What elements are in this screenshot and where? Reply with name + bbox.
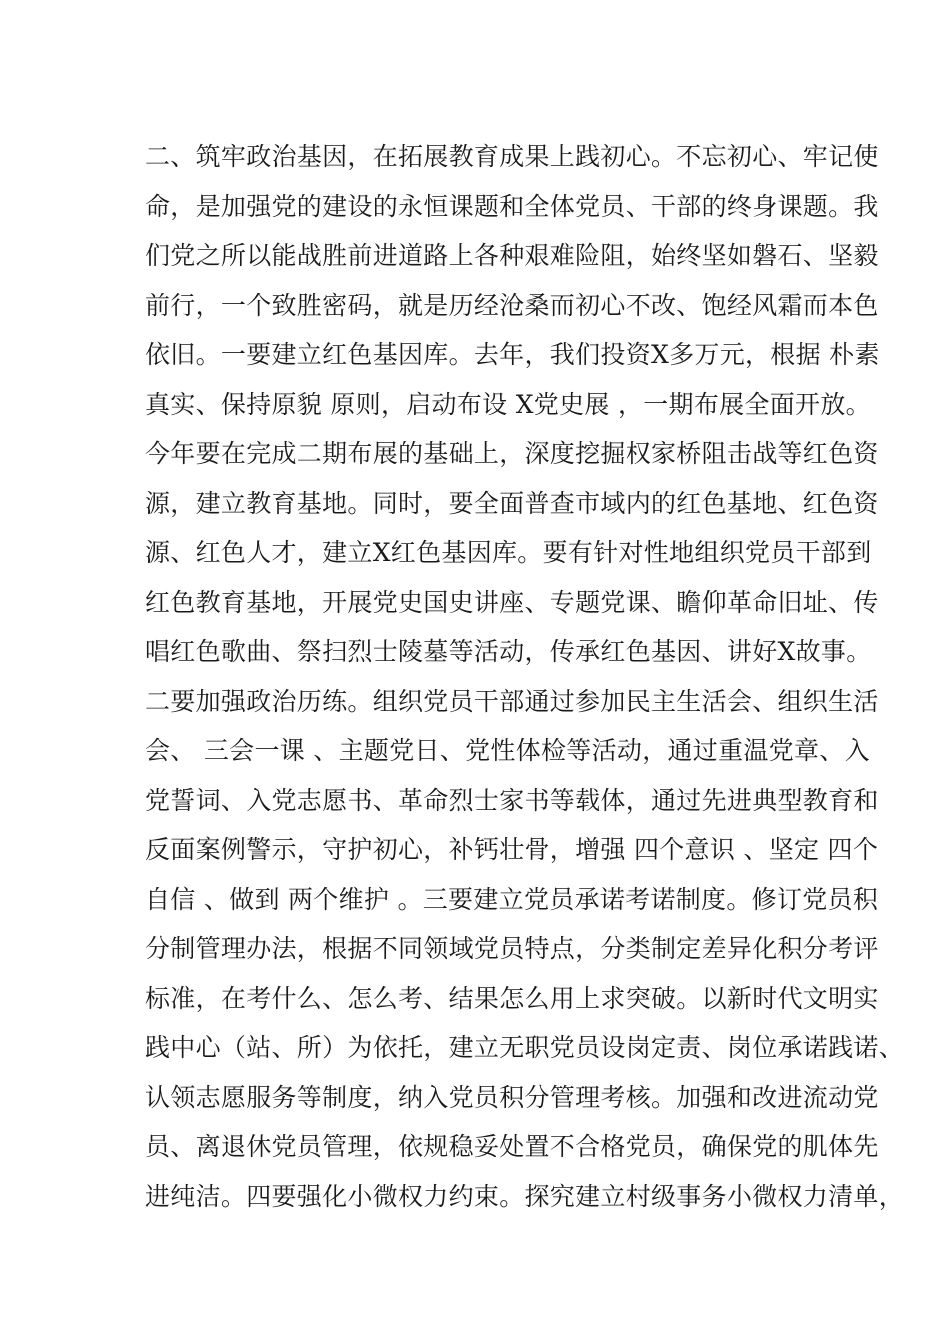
text-line-11: 唱红色歌曲、祭扫烈士陵墓等活动，传承红色基因、讲好X故事。 [145,637,872,666]
text-line-22: 进纯洁。四要强化小微权力约束。探究建立村级事务小微权力清单， [145,1181,905,1211]
text-line-13: 会、 三会一课 、主题党日、党性体检等活动，通过重温党章、入 [145,736,870,765]
text-line-2: 命，是加强党的建设的永恒课题和全体党员、干部的终身课题。我 [145,191,879,221]
text-line-17: 分制管理办法，根据不同领域党员特点，分类制定差异化积分考评 [145,934,879,963]
text-line-20: 认领志愿服务等制度，纳入党员积分管理考核。加强和改进流动党 [145,1082,879,1112]
text-line-8: 源，建立教育基地。同时，要全面普查市域内的红色基地、红色资 [145,488,879,518]
text-line-4: 前行，一个致胜密码，就是历经沧桑而初心不改、饱经风霜而本色 [145,290,879,320]
text-line-15: 反面案例警示，守护初心，补钙壮骨，增强 四个意识 、坚定 四个 [145,835,879,864]
text-line-19: 践中心（站、所）为依托，建立无职党员设岗定责、岗位承诺践诺、 [145,1033,905,1062]
text-line-1: 二、筑牢政治基因，在拓展教育成果上践初心。不忘初心、牢记使 [145,142,879,171]
text-line-3: 们党之所以能战胜前进道路上各种艰难险阻，始终坚如磐石、坚毅 [145,241,879,270]
text-line-14: 党誓词、入党志愿书、革命烈士家书等载体，通过先进典型教育和 [145,785,879,815]
text-line-16: 自信 、做到 两个维护 。三要建立党员承诺考诺制度。修订党员积 [145,884,879,914]
text-line-21: 员、离退休党员管理，依规稳妥处置不合格党员，确保党的肌体先 [145,1132,879,1161]
text-line-10: 红色教育基地，开展党史国史讲座、专题党课、瞻仰革命旧址、传 [145,587,879,617]
text-line-9: 源、红色人才，建立X红色基因库。要有针对性地组织党员干部到 [145,538,872,567]
text-line-7: 今年要在完成二期布展的基础上，深度挖掘权家桥阻击战等红色资 [145,439,879,468]
text-line-5: 依旧。一要建立红色基因库。去年，我们投资X多万元，根据 朴素 [145,340,880,369]
body-paragraph [145,132,905,1221]
text-line-12: 二要加强政治历练。组织党员干部通过参加民主生活会、组织生活 [145,686,879,716]
text-line-18: 标准，在考什么、怎么考、结果怎么用上求突破。以新时代文明实 [145,983,879,1013]
text-line-6: 真实、保持原貌 原则，启动布设 X党史展 ，一期布展全面开放。 [145,389,871,419]
